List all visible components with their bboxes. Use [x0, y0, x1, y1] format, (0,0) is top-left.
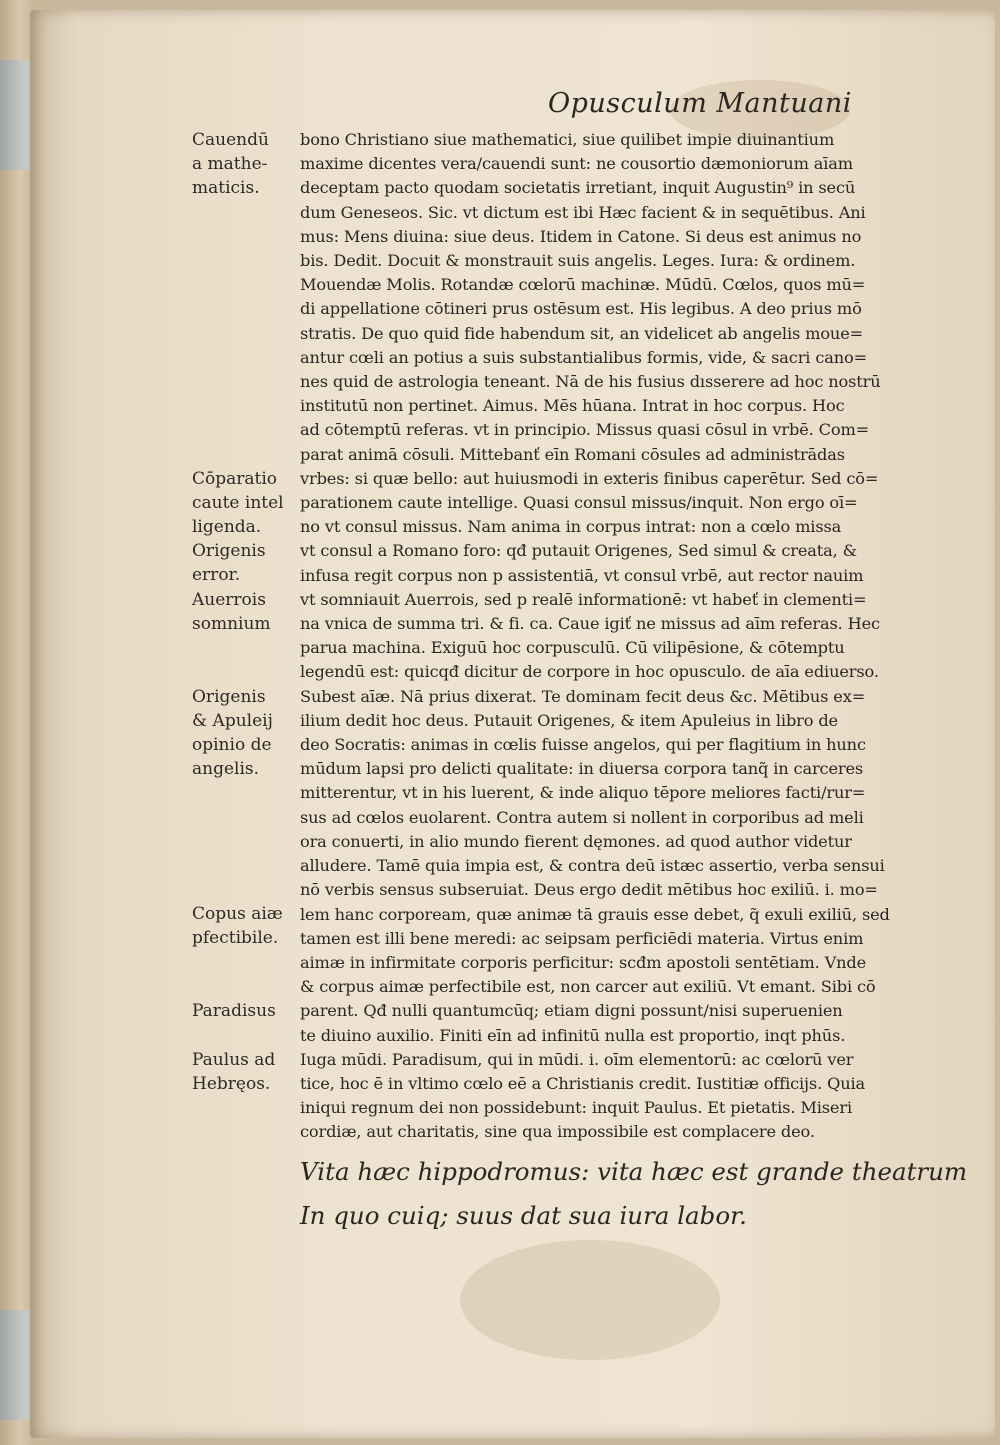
- margin-note-line: Origenis: [192, 686, 266, 707]
- margin-note: [192, 467, 284, 539]
- margin-note-line: Origenis: [192, 541, 266, 562]
- main-text-block: [300, 128, 910, 1145]
- verse-line: Vita hæc hippodromus: vita hæc est grande theatrum: [300, 1157, 968, 1186]
- margin-note-line: a mathe-: [192, 154, 268, 174]
- text-line: tamen est illi bene meredi: ac seipsam perficiēdi materia. Virtus enim: [300, 928, 864, 948]
- text-line: iniqui regnum dei non possidebunt: inquit Paulus. Et pietatis. Miseri: [300, 1098, 852, 1118]
- text-line: maxime dicentes vera/cauendi sunt: ne cousortio dæmoniorum aīam: [300, 154, 854, 174]
- text-line: Iuga mūdi. Paradisum, qui in mūdi. i. oīm elementorū: ac cœlorū ver: [300, 1049, 854, 1069]
- text-line: institutū non pertinet. Aimus. Mēs hūana. Intrat in hoc corpus. Hoc: [300, 396, 845, 416]
- margin-note: [192, 902, 283, 950]
- text-line: ora conuerti, in alio mundo fierent dęmones. ad quod author videtur: [300, 831, 852, 851]
- margin-note-line: pfectibile.: [192, 928, 279, 949]
- text-line: na vnica de summa tri. & fi. ca. Caue igiť ne missus ad aīm referas. Hec: [300, 614, 880, 634]
- margin-note: [192, 539, 266, 587]
- margin-note-line: Auerrois: [192, 589, 266, 610]
- book-binding: [0, 0, 34, 1445]
- text-line: deceptam pacto quodam societatis irretiant, inquit Augustin⁹ in secū: [300, 178, 856, 198]
- margin-note-line: ligenda.: [192, 516, 262, 537]
- margin-note-line: Paradisus: [192, 1001, 276, 1022]
- margin-note-line: maticis.: [192, 178, 260, 198]
- margin-note-line: Cauendū: [192, 130, 269, 150]
- closing-verse: [300, 1150, 968, 1238]
- text-line: vt consul a Romano foro: qđ putauit Origenes, Sed simul & creata, &: [300, 541, 857, 561]
- text-line: alludere. Tamē quia impia est, & contra deū istæc assertio, verba sensui: [300, 856, 885, 876]
- text-line: vt somniauit Auerrois, sed p realē informationē: vt habeť in clementi=: [300, 589, 867, 609]
- text-line: parat animā cōsuli. Mittebanť eīn Romani cōsules ad administrādas: [300, 444, 845, 464]
- margin-note: [192, 588, 271, 636]
- text-line: nō verbis sensus subseruiat. Deus ergo dedit mētibus hoc exiliū. i. mo=: [300, 880, 878, 900]
- text-line: di appellatione cōtineri prus ostēsum est. His legibus. A deo prius mō: [300, 299, 862, 319]
- text-line: legendū est: quicqđ dicitur de corpore in hoc opusculo. de aīa ediuerso.: [300, 662, 879, 682]
- text-line: mus: Mens diuina: siue deus. Itidem in Catone. Si deus est animus no: [300, 226, 862, 246]
- text-line: aimæ in infirmitate corporis perficitur: scđm apostoli sentētiam. Vnde: [300, 952, 867, 972]
- text-line: & corpus aimæ perfectibile est, non carcer aut exiliū. Vt emant. Sibi cō: [300, 977, 876, 997]
- margin-note: [192, 1048, 275, 1096]
- text-line: lem hanc corpoream, quæ animæ tā grauis esse debet, q̃ exuli exiliū, sed: [300, 904, 890, 924]
- margin-note-line: opinio de: [192, 734, 272, 755]
- running-head: Opusculum Mantuani: [548, 88, 852, 119]
- margin-note-line: error.: [192, 565, 241, 586]
- margin-note-line: angelis.: [192, 758, 260, 779]
- text-line: parua machina. Exiguū hoc corpusculū. Cū vilipēsione, & cōtemptu: [300, 638, 845, 658]
- text-line: mūdum lapsi pro delicti qualitate: in diuersa corpora tanq̃ in carceres: [300, 759, 864, 779]
- margin-note: [192, 128, 269, 200]
- text-line: Subest aīæ. Nā prius dixerat. Te dominam fecit deus &c. Mētibus ex=: [300, 686, 866, 706]
- text-line: parent. Qđ nulli quantumcūq; etiam digni possunt/nisi superuenien: [300, 1001, 843, 1021]
- text-line: stratis. De quo quid fide habendum sit, an videlicet ab angelis moue=: [300, 323, 864, 343]
- margin-note-line: Paulus ad: [192, 1049, 276, 1070]
- text-line: deo Socratis: animas in cœlis fuisse angelos, qui per flagitium in hunc: [300, 735, 866, 755]
- margin-note-line: & Apuleij: [192, 710, 273, 731]
- text-line: bis. Dedit. Docuit & monstrauit suis angelis. Leges. Iura: & ordinem.: [300, 251, 856, 271]
- text-line: nes quid de astrologia teneant. Nā de his fusius dısserere ad hoc nostrū: [300, 372, 881, 392]
- margin-note-line: Copus aiæ: [192, 904, 283, 925]
- text-line: bono Christiano siue mathematici, siue quilibet impie diuinantium: [300, 130, 835, 149]
- paper-stain: [460, 1240, 720, 1360]
- text-line: dum Geneseos. Sic. vt dictum est ibi Hæc facient & in sequētibus. Ani: [300, 202, 866, 222]
- text-line: ilium dedit hoc deus. Putauit Origenes, & item Apuleius in libro de: [300, 710, 838, 730]
- margin-note-line: caute intel: [192, 492, 284, 513]
- text-line: mitterentur, vt in his luerent, & inde aliquo tēpore meliores facti/rur=: [300, 783, 866, 803]
- text-line: Mouendæ Molis. Rotandæ cœlorū machinæ. Mūdū. Cœlos, quos mū=: [300, 275, 866, 295]
- text-line: antur cœli an potius a suis substantialibus formis, vide, & sacri cano=: [300, 347, 868, 367]
- text-line: te diuino auxilio. Finiti eīn ad infinitū nulla est proportio, inqt phūs.: [300, 1025, 846, 1045]
- text-line: no vt consul missus. Nam anima in corpus intrat: non a cœlo missa: [300, 517, 842, 537]
- text-line: sus ad cœlos euolarent. Contra autem si nollent in corporibus ad meli: [300, 807, 864, 827]
- text-line: tice, hoc ē in vltimo cœlo eē a Christianis credit. Iustitiæ officijs. Quia: [300, 1073, 865, 1093]
- margin-note: [192, 685, 273, 781]
- margin-note-line: somnium: [192, 613, 271, 634]
- verse-line: In quo cuiq; suus dat sua iura labor.: [300, 1201, 747, 1230]
- text-line: ad cōtemptū referas. vt in principio. Missus quasi cōsul in vrbē. Com=: [300, 420, 870, 440]
- text-line: cordiæ, aut charitatis, sine qua impossibile est complacere deo.: [300, 1122, 815, 1142]
- text-line: infusa regit corpus non p assistentiā, vt consul vrbē, aut rector nauim: [300, 565, 864, 585]
- margin-note-line: Cōparatio: [192, 468, 278, 489]
- margin-note: [192, 999, 276, 1023]
- text-line: parationem caute intellige. Quasi consul missus/inquit. Non ergo oī=: [300, 493, 858, 513]
- margin-note-line: Hebręos.: [192, 1073, 271, 1094]
- text-line: vrbes: si quæ bello: aut huiusmodi in exteris finibus caperētur. Sed cō=: [300, 468, 879, 488]
